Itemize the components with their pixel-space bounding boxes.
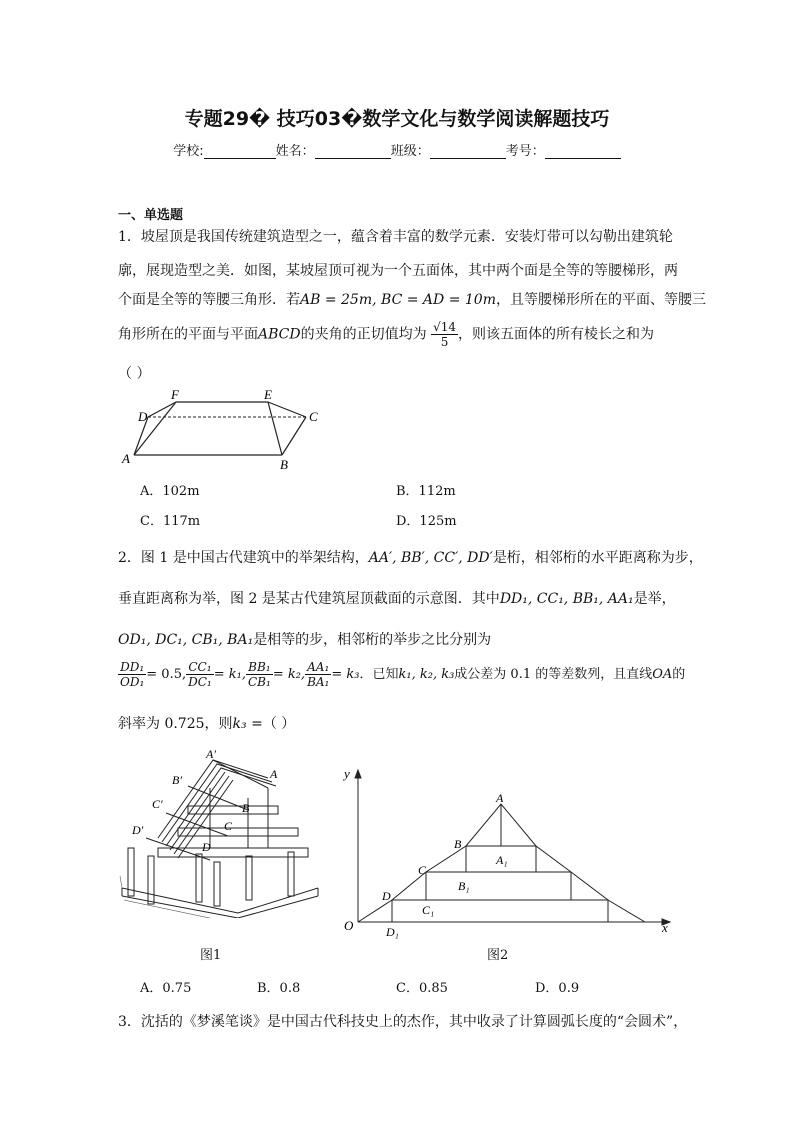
- q2-ratio-3-den: CB₁: [248, 675, 271, 689]
- exam-no-label: 考号：: [505, 144, 545, 159]
- label-a: A: [122, 451, 130, 466]
- fig1-label-a: A: [270, 767, 278, 781]
- q2-line-4-text-c: 成公差为 0.1 的等差数列，且直线: [454, 667, 653, 682]
- q1-fraction: [431, 320, 458, 349]
- fig2-label-d1: D₁: [386, 925, 399, 939]
- q2-ratio-2-den: DC₁: [188, 675, 212, 689]
- exam-no-field[interactable]: [545, 144, 621, 159]
- q2-figure-1-caption: 图1: [200, 948, 222, 963]
- school-label: 学校:: [173, 144, 204, 159]
- q2-ratio-2-num: CC₁: [186, 660, 214, 675]
- purlin-a: [213, 760, 268, 788]
- q1-line-3-text-b: ，且等腰梯形所在的平面、等腰三: [495, 292, 706, 308]
- q2-line-2-text-b: 是举，: [633, 591, 676, 607]
- fig1-label-b-prime: B′: [172, 773, 182, 787]
- q1-line-4-text-a: 角形所在的平面与平面: [118, 326, 258, 343]
- q2-option-a[interactable]: A．0.75: [140, 981, 192, 996]
- q2-ratio-2: [186, 660, 214, 689]
- q2-ratio-1-den: OD₁: [120, 675, 145, 689]
- q2-line-4-text-b: ．已知: [359, 667, 399, 682]
- name-field[interactable]: [315, 144, 391, 159]
- q2-ratio-2-value: = k₁,: [213, 667, 246, 682]
- q1-line-1: 1．坡屋顶是我国传统建筑造型之一，蕴含着丰富的数学元素．安装灯带可以勾勒出建筑轮: [118, 229, 673, 245]
- fig1-label-c: C: [224, 819, 233, 833]
- q2-line-4-text-e: 的: [672, 667, 686, 682]
- q2-ratio-3: [246, 660, 273, 689]
- fig2-label-b: B: [454, 837, 462, 851]
- fig1-label-a-prime: A′: [206, 748, 216, 761]
- q2-option-d[interactable]: D．0.9: [535, 981, 580, 996]
- fig2-label-a: A: [496, 791, 504, 805]
- page-title: 专题29� 技巧03�数学文化与数学阅读解题技巧: [184, 108, 610, 130]
- q2-line-1-text-a: 2．图 1 是中国古代建筑中的举架结构，: [118, 550, 369, 566]
- q2-ratio-4-den: BA₁: [307, 675, 330, 689]
- q1-line-4-text-b: 的夹角的正切值均为: [300, 326, 427, 343]
- student-info-line: [0, 140, 794, 159]
- q2-line-4-math: k₁, k₂, k₃: [398, 667, 455, 682]
- q2-ratio-4-num: AA₁: [305, 660, 331, 675]
- q1-option-b[interactable]: B．112m: [396, 484, 456, 499]
- label-f: F: [171, 387, 179, 402]
- q2-ratio-3-num: BB₁: [246, 660, 273, 675]
- q2-ratio-4: [305, 660, 331, 689]
- fig1-label-c-prime: C′: [152, 797, 163, 811]
- fig1-label-b: B: [242, 801, 250, 815]
- q1-option-d[interactable]: D．125m: [396, 514, 457, 529]
- q2-ratio-4-value: = k₃: [331, 667, 360, 682]
- q2-line-4: [118, 660, 685, 689]
- column-3: [196, 854, 202, 902]
- q2-line-5: [118, 713, 295, 733]
- fig2-label-y: y: [344, 766, 350, 781]
- label-e: E: [264, 387, 272, 402]
- fig2-label-o: O: [344, 918, 354, 933]
- school-field[interactable]: [204, 144, 276, 159]
- step-c: [426, 872, 571, 900]
- q1-figure-pentahedron: [118, 385, 328, 475]
- fig1-label-d: D: [202, 840, 211, 854]
- q2-line-2-text-a: 垂直距离称为举，图 2 是某古代建筑屋顶截面的示意图．其中: [118, 591, 500, 607]
- q1-line-4-math: ABCD: [258, 326, 301, 343]
- q2-ratio-1-value: = 0.5,: [146, 667, 187, 682]
- beam-upper: [188, 806, 278, 814]
- q1-line-3: [118, 289, 706, 309]
- fig2-label-c: C: [418, 863, 427, 877]
- q2-figure-2-cross-section: [340, 764, 680, 939]
- q2-line-4-math-oa: OA: [652, 667, 673, 682]
- label-c: C: [309, 409, 318, 424]
- q2-option-c[interactable]: C．0.85: [396, 981, 448, 996]
- q1-option-c[interactable]: C．117m: [140, 514, 201, 529]
- class-field[interactable]: [430, 144, 506, 159]
- fig2-label-d: D: [382, 889, 391, 903]
- q2-line-1-math: AA′, BB′, CC′, DD′: [368, 550, 493, 566]
- q2-ratio-1: [118, 660, 146, 689]
- q1-fraction-denominator: 5: [440, 335, 449, 349]
- label-d: D: [138, 409, 148, 424]
- q2-ratio-3-value: = k₂,: [272, 667, 306, 682]
- q1-line-3-math: AB = 25m, BC = AD = 10m: [300, 292, 496, 308]
- q2-line-5-text-b: （ ）: [262, 716, 296, 732]
- edge-bc: [282, 417, 306, 455]
- q2-ratio-1-num: DD₁: [118, 660, 146, 675]
- name-label: 姓名：: [275, 144, 315, 159]
- column-4: [214, 862, 220, 906]
- q2-option-b[interactable]: B．0.8: [257, 981, 301, 996]
- edge-be: [268, 402, 282, 455]
- edge-ce: [268, 402, 306, 417]
- q1-option-a[interactable]: A．102m: [140, 484, 200, 499]
- section-heading: 一、单选题: [118, 208, 184, 223]
- q3-line-1: 3．沈括的《梦溪笔谈》是中国古代科技史上的杰作，其中收录了计算圆弧长度的“会圆术”，: [118, 1014, 688, 1030]
- column-2: [148, 856, 154, 904]
- q2-line-2-math: DD₁, CC₁, BB₁, AA₁: [499, 591, 634, 607]
- fig2-label-c1: C₁: [422, 903, 435, 917]
- column-6: [288, 852, 294, 896]
- q2-line-3-text: 是相等的步，相邻桁的举步之比分别为: [253, 632, 492, 648]
- q2-line-5-text-a: 斜率为 0.725，则: [118, 716, 233, 732]
- class-label: 班级：: [390, 144, 430, 159]
- fig2-label-b1: B₁: [458, 879, 470, 893]
- q1-line-5: （ ）: [118, 366, 151, 382]
- q2-line-1-text-b: 是桁，相邻桁的水平距离称为步，: [492, 550, 703, 566]
- edge-df: [148, 402, 176, 417]
- q2-figure-2-caption: 图2: [487, 948, 509, 963]
- label-b: B: [280, 457, 288, 472]
- q1-fraction-numerator: √14: [433, 320, 456, 334]
- q2-line-3: [118, 629, 491, 649]
- column-1: [128, 848, 134, 896]
- fig1-label-d-prime: D′: [132, 823, 144, 837]
- q2-line-3-math: OD₁, DC₁, CB₁, BA₁: [118, 632, 254, 648]
- q2-line-5-math: k₃ =: [232, 716, 263, 732]
- q1-line-4-text-c: ，则该五面体的所有棱长之和为: [457, 326, 654, 343]
- fig2-label-x: x: [662, 920, 668, 935]
- q1-line-2: 廓，展现造型之美．如图，某坡屋顶可视为一个五面体，其中两个面是全等的等腰梯形，两: [118, 263, 678, 279]
- q2-line-1: [118, 547, 703, 567]
- q2-line-2: [118, 588, 676, 608]
- y-axis-arrow: [355, 770, 361, 778]
- q1-line-4: [118, 320, 654, 349]
- q1-line-3-text-a: 个面是全等的等腰三角形．若: [118, 292, 300, 308]
- fig2-label-a1: A₁: [496, 853, 508, 867]
- column-5: [246, 856, 252, 900]
- q2-figure-1-truss: [118, 748, 328, 918]
